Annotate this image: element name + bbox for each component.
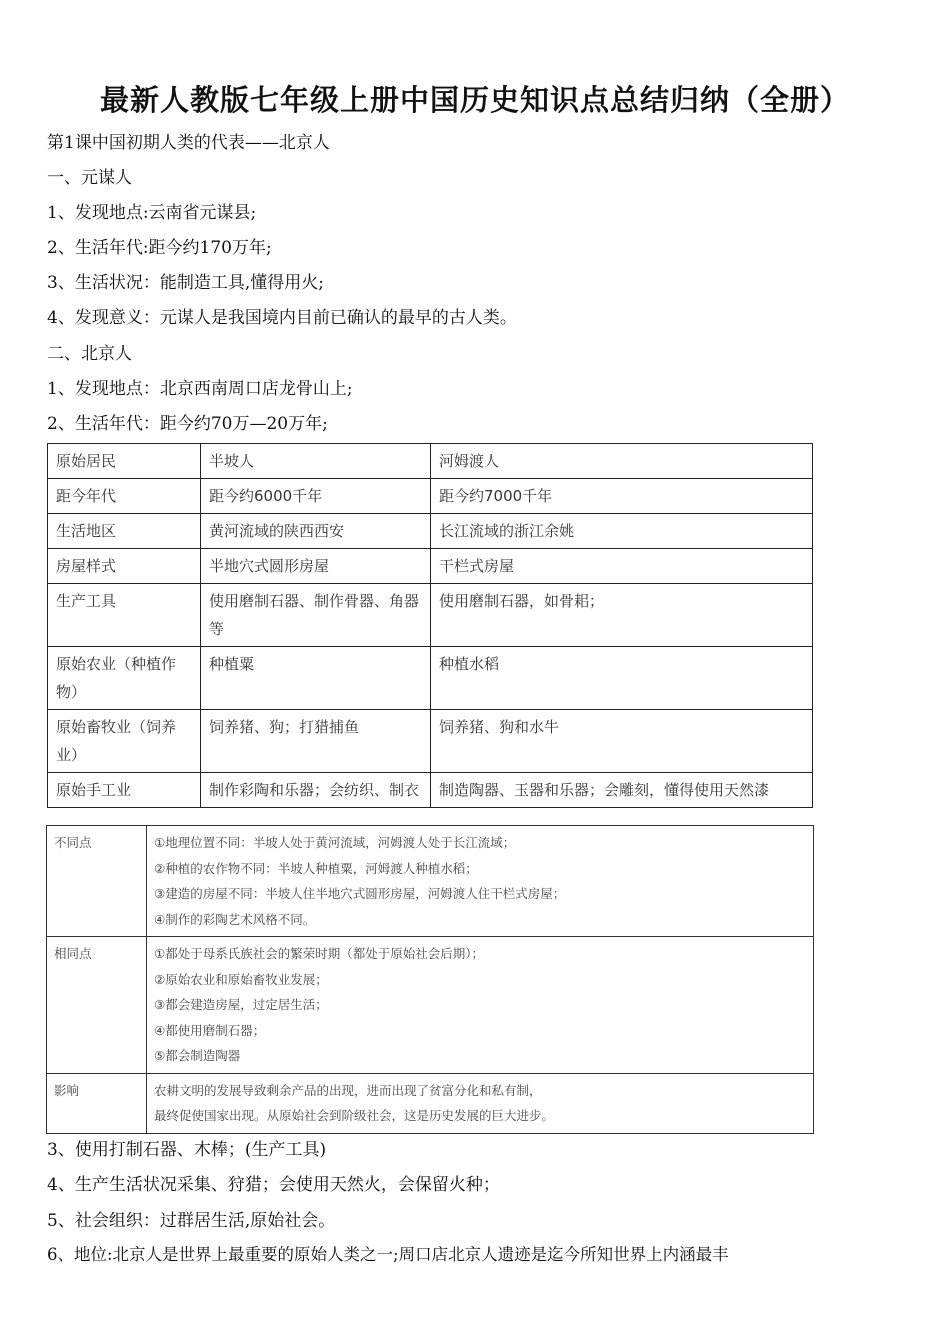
summary-table <box>46 825 814 1134</box>
text-line: 5、社会组织：过群居生活,原始社会。 <box>47 1211 336 1231</box>
table-cell: 距今约6000千年 <box>201 479 431 514</box>
text-line: 4、发现意义：元谋人是我国境内目前已确认的最早的古人类。 <box>47 308 517 328</box>
table-cell: 半地穴式圆形房屋 <box>201 549 431 584</box>
lesson-heading: 第1课中国初期人类的代表——北京人 <box>47 133 330 153</box>
table-cell: 使用磨制石器，如骨耜； <box>431 584 813 647</box>
table-row <box>48 584 813 647</box>
list-item: ①都处于母系氏族社会的繁荣时期（都处于原始社会后期）； <box>154 946 484 961</box>
table-cell: 种植水稻 <box>431 647 813 710</box>
text-line: 2、生活年代：距今约70万—20万年; <box>47 414 328 434</box>
table-cell: 干栏式房屋 <box>431 549 813 584</box>
text-line: 6、地位:北京人是世界上最重要的原始人类之一;周口店北京人遗迹是迄今所知世界上内涵最丰 <box>47 1245 729 1264</box>
table-cell: 房屋样式 <box>48 549 201 584</box>
text-line: 1、发现地点:云南省元谋县; <box>47 203 257 223</box>
page-title: 最新人教版七年级上册中国历史知识点总结归纳（全册） <box>99 83 850 117</box>
table-cell <box>147 1073 814 1133</box>
row-label: 影响 <box>47 1073 147 1133</box>
row-label: 相同点 <box>47 937 147 1074</box>
list-item: ②原始农业和原始畜牧业发展； <box>154 971 328 987</box>
list-item: ④制作的彩陶艺术风格不同。 <box>154 911 316 927</box>
table-cell: 生活地区 <box>48 514 201 549</box>
table-cell <box>147 937 814 1074</box>
table-cell: 原始农业（种植作物） <box>48 647 201 710</box>
list-item: ③都会建造房屋，过定居生活； <box>154 997 328 1012</box>
table-row <box>48 444 813 479</box>
list-item: 农耕文明的发展导致剩余产品的出现，进而出现了贫富分化和私有制， <box>154 1082 542 1098</box>
text-line: 3、生活状况：能制造工具,懂得用火; <box>47 273 324 293</box>
table-row <box>48 710 813 773</box>
section-heading-beijing: 二、北京人 <box>47 344 132 364</box>
table-row <box>48 479 813 514</box>
table-cell: 半坡人 <box>201 444 431 479</box>
table-row <box>48 773 813 808</box>
table-cell: 种植粟 <box>201 647 431 710</box>
table-row <box>48 647 813 710</box>
section-heading-yuanmou: 一、元谋人 <box>47 168 132 188</box>
text-line: 1、发现地点：北京西南周口店龙骨山上; <box>47 379 353 399</box>
table-cell: 使用磨制石器、制作骨器、角器等 <box>201 584 431 647</box>
table-cell: 饲养猪、狗和水牛 <box>431 710 813 773</box>
table-cell: 河姆渡人 <box>431 444 813 479</box>
table-row <box>47 1073 814 1133</box>
table-row <box>48 549 813 584</box>
text-line: 3、使用打制石器、木棒；(生产工具) <box>47 1140 327 1160</box>
table-cell: 黄河流域的陕西西安 <box>201 514 431 549</box>
table-cell: 制作彩陶和乐器；会纺织、制衣 <box>201 773 431 808</box>
list-item: ⑤都会制造陶器 <box>154 1048 241 1063</box>
table-row <box>47 826 814 937</box>
text-line: 2、生活年代:距今约170万年; <box>47 238 272 258</box>
table-cell: 制造陶器、玉器和乐器；会雕刻，懂得使用天然漆 <box>431 773 813 808</box>
table-row <box>48 514 813 549</box>
table-cell: 距今约7000千年 <box>431 479 813 514</box>
table-cell: 原始手工业 <box>48 773 201 808</box>
table-cell: 长江流域的浙江余姚 <box>431 514 813 549</box>
list-item: ③建造的房屋不同：半坡人住半地穴式圆形房屋，河姆渡人住干栏式房屋； <box>154 886 566 901</box>
list-item: 最终促使国家出现。从原始社会到阶级社会，这是历史发展的巨大进步。 <box>154 1108 555 1123</box>
table-cell: 距今年代 <box>48 479 201 514</box>
text-line: 4、生产生活状况采集、狩猎；会使用天然火，会保留火种； <box>47 1175 500 1195</box>
table-cell: 原始居民 <box>48 444 201 479</box>
list-item: ④都使用磨制石器； <box>154 1022 266 1038</box>
row-label: 不同点 <box>47 826 147 937</box>
table-row <box>47 937 814 1074</box>
list-item: ①地理位置不同：半坡人处于黄河流域，河姆渡人处于长江流域； <box>154 835 516 850</box>
table-cell <box>147 826 814 937</box>
table-cell: 原始畜牧业（饲养业） <box>48 710 201 773</box>
list-item: ②种植的农作物不同：半坡人种植粟，河姆渡人种植水稻； <box>154 860 478 876</box>
table-cell: 饲养猪、狗；打猎捕鱼 <box>201 710 431 773</box>
comparison-table <box>47 443 813 808</box>
table-cell: 生产工具 <box>48 584 201 647</box>
